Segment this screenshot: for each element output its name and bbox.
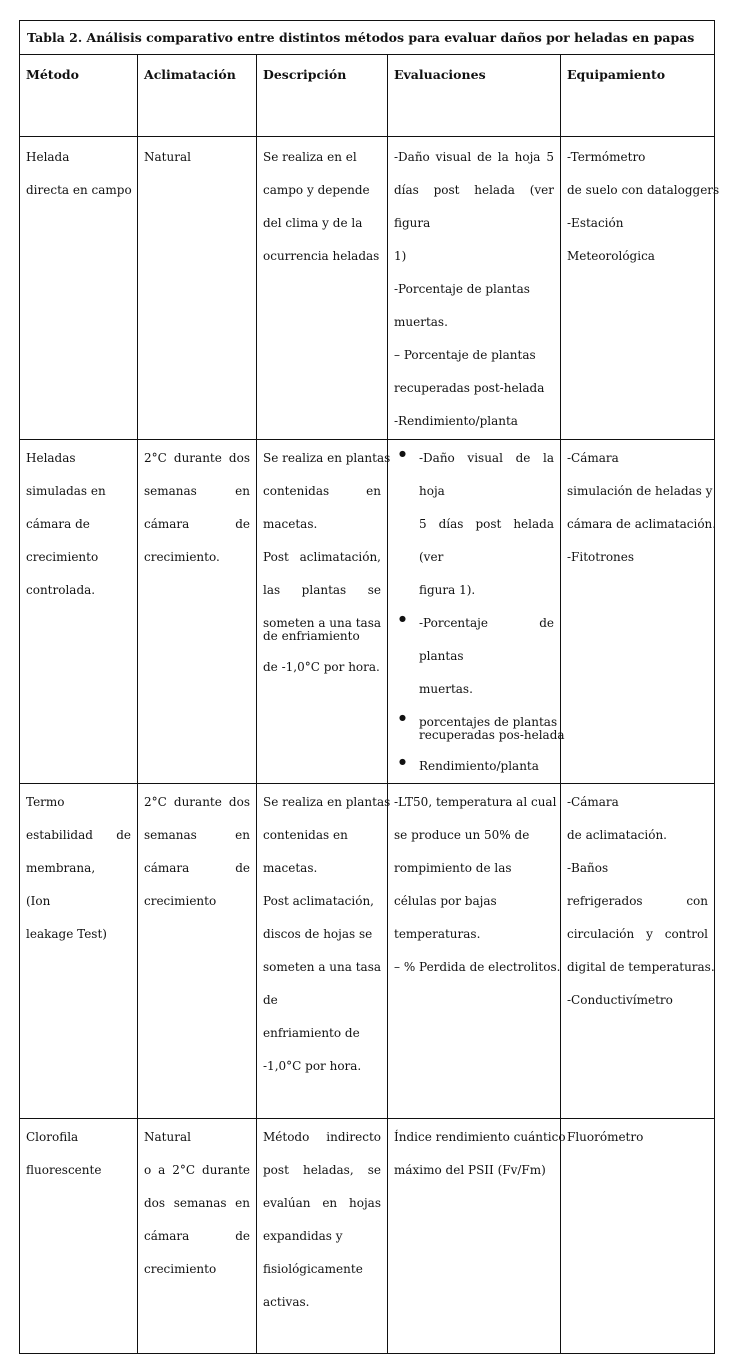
header-row bbox=[20, 55, 715, 137]
text-line: crecimiento bbox=[144, 1262, 217, 1276]
text-line: 2°C durante dos bbox=[144, 795, 250, 809]
text-line: someten a una tasa bbox=[263, 616, 382, 630]
text-line: -Porcentaje de plantas bbox=[394, 282, 530, 296]
text-line: macetas. bbox=[263, 861, 318, 875]
text-line: de aclimatación. bbox=[567, 828, 667, 842]
text-line: -Daño visual de la hoja 5 bbox=[394, 150, 554, 164]
cell-equipamiento bbox=[561, 137, 720, 440]
text-line: recuperadas post-helada bbox=[394, 381, 545, 395]
cell-evaluaciones bbox=[388, 784, 561, 1119]
text-line: células por bajas bbox=[394, 894, 497, 908]
text-line: -Estación bbox=[567, 216, 624, 230]
text-line: ocurrencia heladas bbox=[263, 249, 380, 263]
text-line: 1) bbox=[394, 249, 407, 263]
text-line: de suelo con dataloggers bbox=[567, 183, 720, 197]
text-line: cámara de bbox=[144, 517, 250, 531]
cell-aclimatacion bbox=[138, 137, 257, 440]
header-aclimatacion: Aclimatación bbox=[138, 55, 257, 137]
text-line: 2°C durante dos bbox=[144, 451, 250, 465]
text-line: cámara de bbox=[144, 1229, 250, 1243]
cell-equipamiento bbox=[561, 784, 715, 1119]
cell-descripcion bbox=[257, 137, 388, 440]
text-line: -Baños bbox=[567, 861, 609, 875]
text-line: membrana, bbox=[26, 861, 96, 875]
comparison-table bbox=[19, 20, 720, 1354]
cell-evaluaciones bbox=[388, 440, 565, 784]
header-evaluaciones: Evaluaciones bbox=[388, 55, 561, 137]
text-line: someten a una tasa bbox=[263, 960, 382, 974]
cell-metodo bbox=[20, 784, 138, 1119]
text-line: Post aclimatación, bbox=[263, 550, 381, 564]
cell-evaluaciones bbox=[388, 1119, 566, 1354]
text-line: leakage Test) bbox=[26, 927, 107, 941]
text-line: del clima y de la bbox=[263, 216, 363, 230]
text-line: macetas. bbox=[263, 517, 318, 531]
text-line: días post helada (ver figura bbox=[394, 183, 554, 230]
text-line: estabilidad de bbox=[26, 828, 131, 842]
text-line: cámara de bbox=[144, 861, 250, 875]
table-row bbox=[20, 1119, 715, 1354]
text-line: ● Rendimiento/planta bbox=[394, 750, 554, 783]
text-line: cámara de aclimatación. bbox=[567, 517, 717, 531]
text-line: máximo del PSII (Fv/Fm) bbox=[394, 1163, 546, 1177]
text-line: rompimiento de las bbox=[394, 861, 512, 875]
text-line: simulación de heladas y bbox=[567, 484, 713, 498]
text-line: crecimiento. bbox=[144, 550, 220, 564]
text-line: Helada bbox=[26, 150, 70, 164]
document bbox=[19, 20, 720, 1354]
text-line: – Porcentaje de plantas bbox=[394, 348, 536, 362]
text-line: -LT50, temperatura al cual bbox=[394, 795, 557, 809]
text-line: muertas. bbox=[419, 682, 473, 696]
text-line: Natural bbox=[144, 1130, 191, 1144]
text-line: expandidas y bbox=[263, 1229, 343, 1243]
text-line: campo y depende bbox=[263, 183, 370, 197]
text-line: Método indirecto bbox=[263, 1130, 381, 1144]
text-line: Termo bbox=[26, 795, 65, 809]
text-line: crecimiento bbox=[26, 550, 99, 564]
text-line: enfriamiento de bbox=[263, 1026, 360, 1040]
text-line: de enfriamiento bbox=[263, 629, 360, 643]
text-line: semanas en bbox=[144, 484, 250, 498]
text-line: de bbox=[263, 993, 278, 1007]
text-line: Índice rendimiento cuántico bbox=[394, 1130, 566, 1144]
text-line: temperaturas. bbox=[394, 927, 481, 941]
cell-equipamiento bbox=[561, 440, 715, 784]
text-line: directa en campo bbox=[26, 183, 132, 197]
text-line: -Termómetro bbox=[567, 150, 646, 164]
table-row bbox=[20, 784, 715, 1119]
cell-metodo bbox=[20, 137, 138, 440]
text-line: discos de hojas se bbox=[263, 927, 373, 941]
text-line: Meteorológica bbox=[567, 249, 655, 263]
text-line: cámara de bbox=[26, 517, 90, 531]
text-line: -Fitotrones bbox=[567, 550, 635, 564]
text-line: semanas en bbox=[144, 828, 250, 842]
text-line: Heladas bbox=[26, 451, 76, 465]
text-line: -1,0°C por hora. bbox=[263, 1059, 362, 1073]
cell-aclimatacion bbox=[138, 1119, 257, 1354]
text-line: -Rendimiento/planta bbox=[394, 414, 518, 428]
cell-equipamiento bbox=[561, 1119, 715, 1354]
cell-aclimatacion bbox=[138, 784, 257, 1119]
text-line: Post aclimatación, bbox=[263, 894, 374, 908]
cell-metodo bbox=[20, 440, 138, 784]
text-line: – % Perdida de electrolitos. bbox=[394, 960, 561, 974]
text-line: Fluorómetro bbox=[567, 1130, 644, 1144]
text-line: Clorofila bbox=[26, 1130, 79, 1144]
text-line: -Cámara bbox=[567, 451, 619, 465]
table-row bbox=[20, 440, 715, 784]
text-line: crecimiento bbox=[144, 894, 217, 908]
text-line: digital de temperaturas. bbox=[567, 960, 715, 974]
text-line: circulación y control bbox=[567, 927, 709, 941]
text-line: Se realiza en el bbox=[263, 150, 357, 164]
text-line: Se realiza en plantas bbox=[263, 795, 391, 809]
text-line: contenidas en bbox=[263, 828, 348, 842]
cell-descripcion bbox=[257, 440, 391, 784]
text-line: (Ion bbox=[26, 894, 51, 908]
text-line: ● -Daño visual de la hoja bbox=[394, 442, 554, 508]
text-line: recuperadas pos-helada bbox=[419, 728, 565, 742]
text-line: -Cámara bbox=[567, 795, 619, 809]
text-line: ● -Porcentaje de plantas bbox=[394, 607, 554, 673]
text-line: post heladas, se bbox=[263, 1163, 381, 1177]
text-line: las plantas se bbox=[263, 583, 381, 597]
text-line: o a 2°C durante bbox=[144, 1163, 250, 1177]
text-line: fluorescente bbox=[26, 1163, 102, 1177]
cell-descripcion bbox=[257, 784, 391, 1119]
cell-metodo bbox=[20, 1119, 138, 1354]
cell-aclimatacion bbox=[138, 440, 257, 784]
text-line: de -1,0°C por hora. bbox=[263, 660, 380, 674]
text-line: refrigerados con bbox=[567, 894, 709, 908]
text-line: muertas. bbox=[394, 315, 448, 329]
text-line: Se realiza en plantas bbox=[263, 451, 391, 465]
text-line: fisiológicamente bbox=[263, 1262, 363, 1276]
text-line: controlada. bbox=[26, 583, 96, 597]
text-line: se produce un 50% de bbox=[394, 828, 530, 842]
text-line: figura 1). bbox=[419, 583, 476, 597]
text-line: simuladas en bbox=[26, 484, 106, 498]
text-line: dos semanas en bbox=[144, 1196, 250, 1210]
text-line: ● porcentajes de plantas bbox=[394, 706, 554, 739]
header-metodo: Método bbox=[20, 55, 138, 137]
text-line: 5 días post helada (ver bbox=[419, 517, 554, 564]
table-title: Tabla 2. Análisis comparativo entre distintos métodos para evaluar daños por heladas en papas bbox=[20, 21, 715, 55]
cell-evaluaciones bbox=[388, 137, 561, 440]
text-line: evalúan en hojas bbox=[263, 1196, 381, 1210]
header-descripcion: Descripción bbox=[257, 55, 388, 137]
cell-descripcion bbox=[257, 1119, 388, 1354]
header-equipamiento: Equipamiento bbox=[561, 55, 715, 137]
text-line: activas. bbox=[263, 1295, 310, 1309]
table-row bbox=[20, 137, 715, 440]
text-line: -Conductivímetro bbox=[567, 993, 673, 1007]
text-line: Natural bbox=[144, 150, 191, 164]
text-line: contenidas en bbox=[263, 484, 381, 498]
